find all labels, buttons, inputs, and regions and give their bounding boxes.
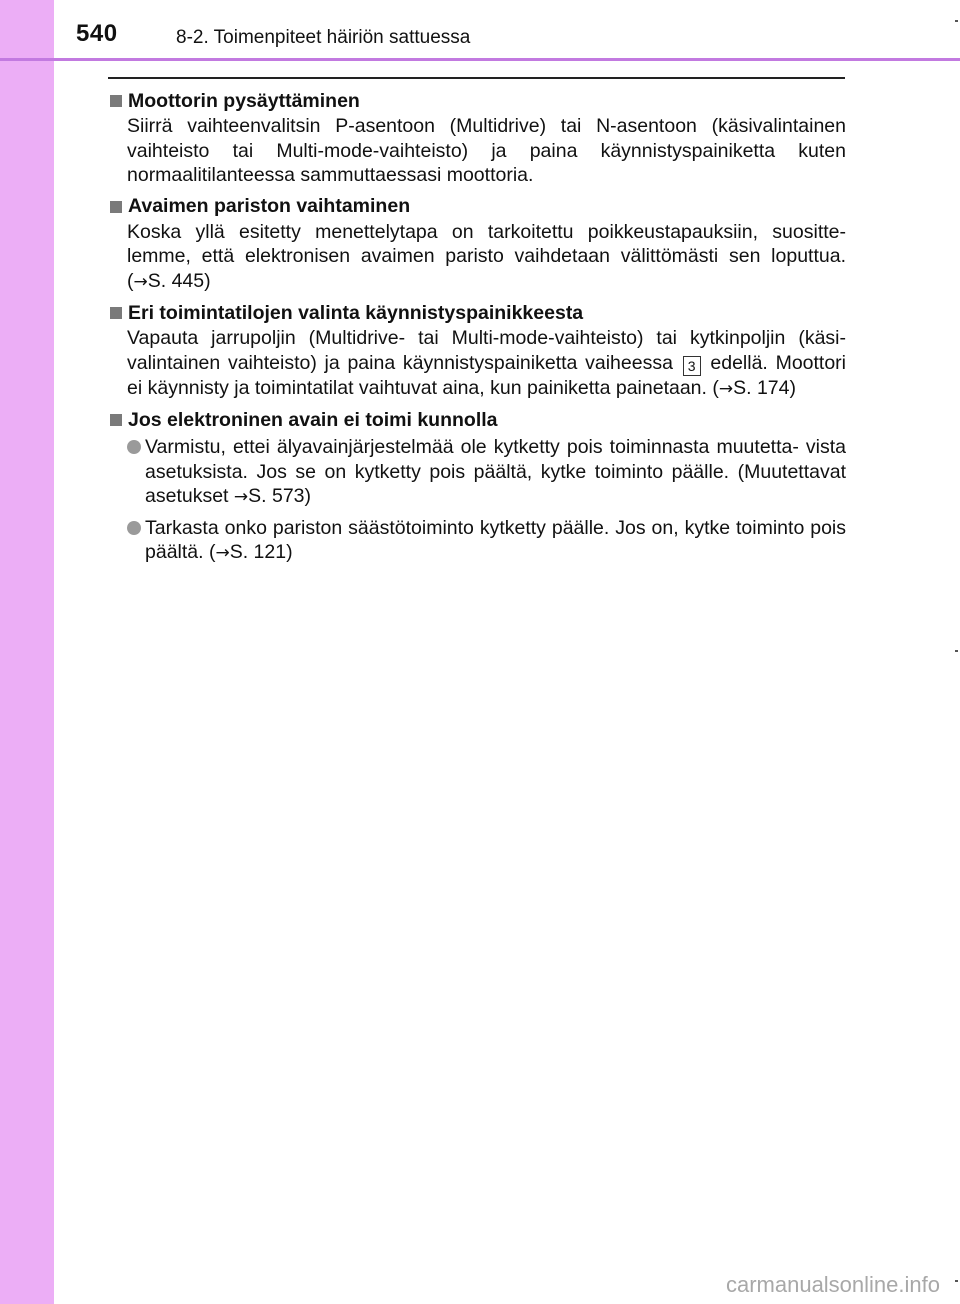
step-number-badge: 3: [683, 356, 701, 376]
section-heading: Jos elektroninen avain ei toimi kunnolla: [128, 408, 498, 431]
page-reference: S. 174): [733, 376, 796, 399]
square-bullet-icon: [110, 201, 122, 213]
crop-mark: [955, 1280, 958, 1282]
watermark: carmanualsonline.info: [725, 1272, 940, 1297]
square-bullet-icon: [110, 307, 122, 319]
page-reference: S. 121): [229, 541, 293, 563]
page-number: 540: [76, 20, 118, 47]
square-bullet-icon: [110, 95, 122, 107]
round-bullet-icon: [127, 521, 141, 535]
content-top-rule: [108, 77, 845, 79]
section-key-malfunction: [108, 407, 846, 566]
page-reference: S. 445): [147, 269, 211, 292]
section-body: Vapauta jarrupoljin (Multidrive- tai Multi-mode-vaihteisto) tai kytkinpoljin (käsi- valintainen vaihteisto) ja paina käynnistyspainiketta vaiheessa 3 edellä. Moottori ei käynnisty ja toimintatilat vaihtuvat aina, kun painiketta painetaan. (→S. 174): [127, 327, 847, 399]
section-body: Siirrä vaihteenvalitsin P-asentoon (Multidrive) tai N-asentoon (käsivalintainen vaihteisto tai Multi-mode-vaihteisto) ja paina käynnistyspainiketta kuten normaalitilanteessa sammuttaessasi moottoria.: [127, 115, 846, 186]
page-content: [108, 88, 846, 572]
section-heading: Moottorin pysäyttäminen: [128, 89, 360, 112]
reference-arrow-icon: →: [215, 543, 230, 563]
crop-mark: [955, 650, 958, 652]
list-item: Varmistu, ettei älyavainjärjestelmää ole kytketty pois toiminnasta muutetta- vista asetuksista. Jos se on kytketty pois päältä, kytke toiminto päälle. (Muutettavat asetukset →S. 573): [108, 435, 846, 510]
crop-mark: [955, 20, 958, 22]
square-bullet-icon: [110, 414, 122, 426]
header-rule: [0, 58, 960, 61]
section-engine-stop: [108, 88, 846, 188]
reference-arrow-icon: →: [133, 271, 148, 292]
list-item: Tarkasta onko pariston säästötoiminto kytketty päälle. Jos on, kytke toiminto pois päältä. (→S. 121): [108, 516, 846, 566]
section-battery-change: [108, 194, 846, 295]
section-title: 8-2. Toimenpiteet häiriön sattuessa: [176, 27, 471, 48]
side-color-strip: [0, 0, 54, 1304]
section-heading: Eri toimintatilojen valinta käynnistyspainikkeesta: [128, 301, 584, 324]
section-body: Koska yllä esitetty menettelytapa on tarkoitettu poikkeustapauksiin, suositte- lemme, että elektronisen avaimen paristo vaihdetaan välittömästi sen loputtua. (→S. 445): [127, 220, 846, 292]
round-bullet-icon: [127, 440, 141, 454]
reference-arrow-icon: →: [233, 487, 249, 507]
reference-arrow-icon: →: [718, 378, 734, 399]
header-corner: [0, 0, 54, 58]
page-reference: S. 573): [248, 485, 312, 507]
section-heading: Avaimen pariston vaihtaminen: [128, 195, 411, 218]
section-mode-selection: [108, 300, 846, 401]
